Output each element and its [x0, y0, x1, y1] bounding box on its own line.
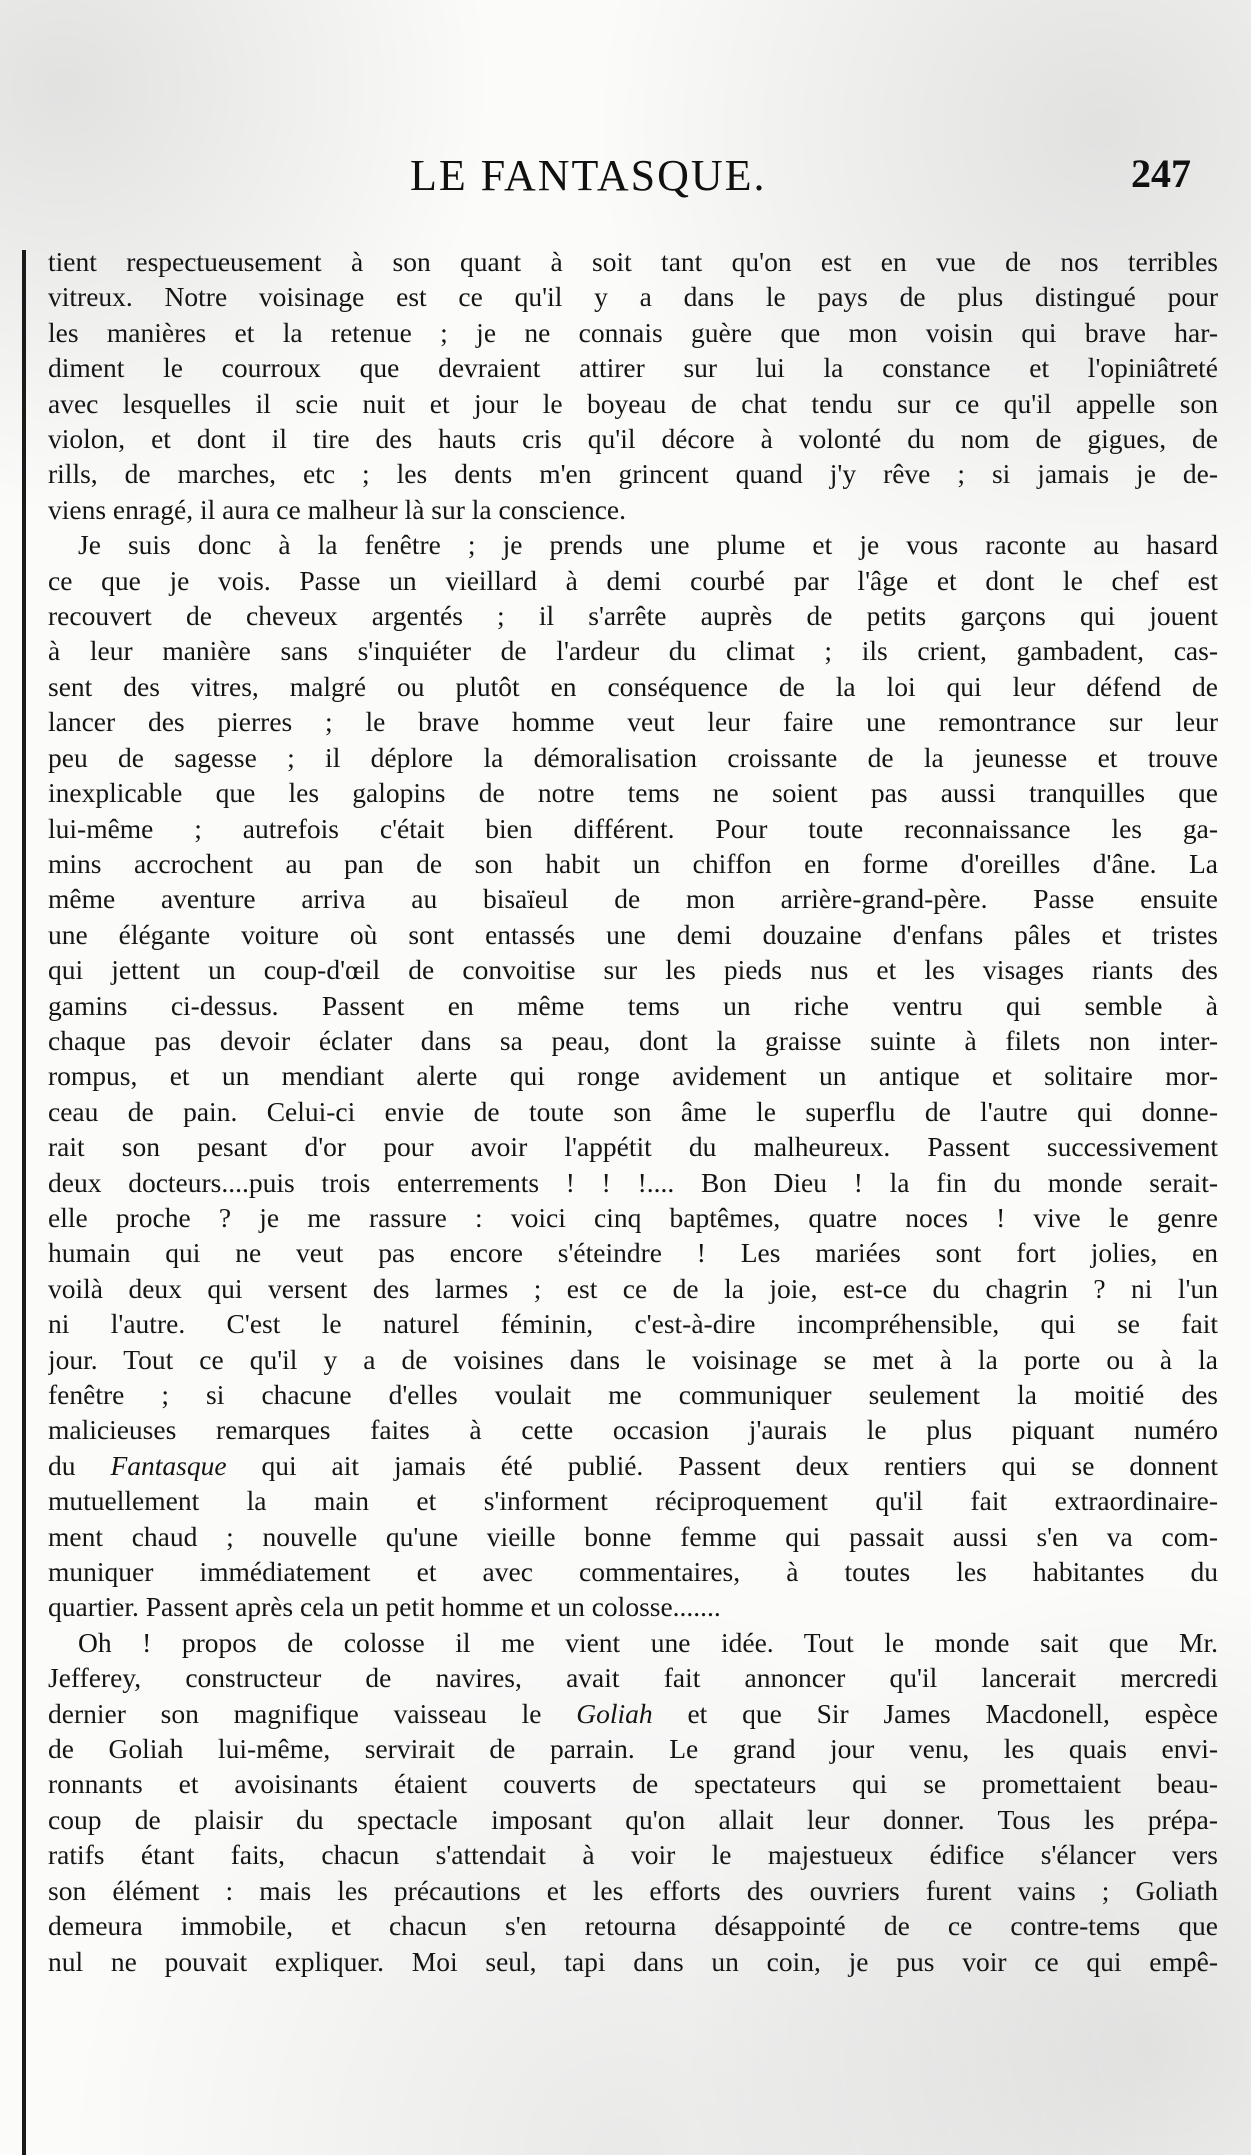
text-line: Oh ! propos de colosse il me vient une idée. Tout le monde sait que Mr.	[78, 1626, 1218, 1658]
text-line: qui jettent un coup-d'œil de convoitise sur les pieds nus et les visages riants des	[48, 954, 1218, 986]
text-line: mins accrochent au pan de son habit un chiffon en forme d'oreilles d'âne. La	[48, 847, 1218, 879]
text-line: vitreux. Notre voisinage est ce qu'il y a dans le pays de plus distingué pour	[48, 281, 1218, 313]
text-line: diment le courroux que devraient attirer sur lui la constance et l'opiniâtreté	[48, 352, 1218, 384]
text-line: ceau de pain. Celui-ci envie de toute son âme le superflu de l'autre qui donne-	[48, 1095, 1218, 1127]
text-line: chaque pas devoir éclater dans sa peau, dont la graisse suinte à filets non inter-	[48, 1024, 1218, 1056]
text-line: elle proche ? je me rassure : voici cinq baptêmes, quatre noces ! vive le genre	[48, 1201, 1218, 1233]
text-line: tient respectueusement à son quant à soit tant qu'on est en vue de nos terribles	[48, 246, 1218, 277]
text-line: du Fantasque qui ait jamais été publié. Passent deux rentiers qui se donnent	[48, 1449, 1218, 1481]
text-line: une élégante voiture où sont entassés une demi douzaine d'enfans pâles et tristes	[48, 918, 1218, 950]
text-line: ratifs étant faits, chacun s'attendait à voir le majestueux édifice s'élancer vers	[48, 1839, 1218, 1871]
text-line: violon, et dont il tire des hauts cris qu'il décore à volonté du nom de gigues, de	[48, 423, 1218, 455]
text-line: son élément : mais les précautions et les efforts des ouvriers furent vains ; Goliath	[48, 1874, 1218, 1906]
text-line: lancer des pierres ; le brave homme veut leur faire une remontrance sur leur	[48, 706, 1218, 738]
text-line: lui-même ; autrefois c'était bien différent. Pour toute reconnaissance les ga-	[48, 812, 1218, 844]
text-line: demeura immobile, et chacun s'en retourna désappointé de ce contre-tems que	[48, 1910, 1218, 1942]
text-line: gamins ci-dessus. Passent en même tems un riche ventru qui semble à	[48, 989, 1218, 1021]
text-line: rait son pesant d'or pour avoir l'appétit du malheureux. Passent successivement	[48, 1131, 1218, 1163]
running-header	[0, 150, 1251, 210]
text-line: même aventure arriva au bisaïeul de mon arrière-grand-père. Passe ensuite	[48, 883, 1218, 915]
text-line: deux docteurs....puis trois enterrements ! ! !.... Bon Dieu ! la fin du monde serait-	[48, 1166, 1218, 1198]
text-line: humain qui ne veut pas encore s'éteindre ! Les mariées sont fort jolies, en	[48, 1237, 1218, 1269]
text-line: ment chaud ; nouvelle qu'une vieille bonne femme qui passait aussi s'en va com-	[48, 1520, 1218, 1552]
text-line: malicieuses remarques faites à cette occasion j'aurais le plus piquant numéro	[48, 1414, 1218, 1446]
page-edge-rule	[22, 250, 26, 2155]
text-line: rompus, et un mendiant alerte qui ronge avidement un antique et solitaire mor-	[48, 1060, 1218, 1092]
text-line: peu de sagesse ; il déplore la démoralisation croissante de la jeunesse et trouve	[48, 741, 1218, 773]
text-line: fenêtre ; si chacune d'elles voulait me communiquer seulement la moitié des	[48, 1379, 1218, 1410]
text-line: voilà deux qui versent des larmes ; est ce de la joie, est-ce du chagrin ? ni l'un	[48, 1272, 1218, 1304]
text-line: recouvert de cheveux argentés ; il s'arrête auprès de petits garçons qui jouent	[48, 600, 1218, 632]
text-line: viens enragé, il aura ce malheur là sur la conscience.	[48, 493, 626, 525]
italic-title: Goliah	[576, 1697, 653, 1729]
running-title: LE FANTASQUE.	[410, 151, 767, 200]
text-line: de Goliah lui-même, servirait de parrain. Le grand jour venu, les quais envi-	[48, 1733, 1218, 1765]
text-line: mutuellement la main et s'informent réciproquement qu'il fait extraordinaire-	[48, 1485, 1218, 1517]
text-line: avec lesquelles il scie nuit et jour le boyeau de chat tendu sur ce qu'il appelle son	[48, 387, 1218, 419]
text-line: jour. Tout ce qu'il y a de voisines dans le voisinage se met à la porte ou à la	[48, 1343, 1218, 1375]
text-line: ni l'autre. C'est le naturel féminin, c'est-à-dire incompréhensible, qui se fait	[48, 1308, 1218, 1340]
text-line: quartier. Passent après cela un petit homme et un colosse.......	[48, 1591, 721, 1623]
text-line: inexplicable que les galopins de notre tems ne soient pas aussi tranquilles que	[48, 777, 1218, 809]
article-body	[48, 244, 1218, 1979]
text-line: Jefferey, constructeur de navires, avait fait annoncer qu'il lancerait mercredi	[48, 1662, 1218, 1694]
text-line: sent des vitres, malgré ou plutôt en conséquence de la loi qui leur défend de	[48, 670, 1218, 702]
text-line: rills, de marches, etc ; les dents m'en grincent quand j'y rêve ; si jamais je de-	[48, 458, 1218, 490]
text-line: ronnants et avoisinants étaient couverts de spectateurs qui se promettaient beau-	[48, 1768, 1218, 1800]
text-line: ce que je vois. Passe un vieillard à demi courbé par l'âge et dont le chef est	[48, 564, 1218, 596]
page-number: 247	[1131, 151, 1191, 196]
text-line: les manières et la retenue ; je ne connais guère que mon voisin qui brave har-	[48, 316, 1218, 348]
italic-title: Fantasque	[110, 1449, 227, 1481]
text-line: dernier son magnifique vaisseau le Goliah et que Sir James Macdonell, espèce	[48, 1697, 1218, 1729]
text-line: nul ne pouvait expliquer. Moi seul, tapi dans un coin, je pus voir ce qui empê-	[48, 1945, 1218, 1977]
text-line: muniquer immédiatement et avec commentaires, à toutes les habitantes du	[48, 1556, 1218, 1588]
text-line: à leur manière sans s'inquiéter de l'ardeur du climat ; ils crient, gambadent, cas-	[48, 635, 1218, 667]
text-line: coup de plaisir du spectacle imposant qu'on allait leur donner. Tous les prépa-	[48, 1803, 1218, 1835]
text-line: Je suis donc à la fenêtre ; je prends une plume et je vous raconte au hasard	[78, 529, 1218, 561]
